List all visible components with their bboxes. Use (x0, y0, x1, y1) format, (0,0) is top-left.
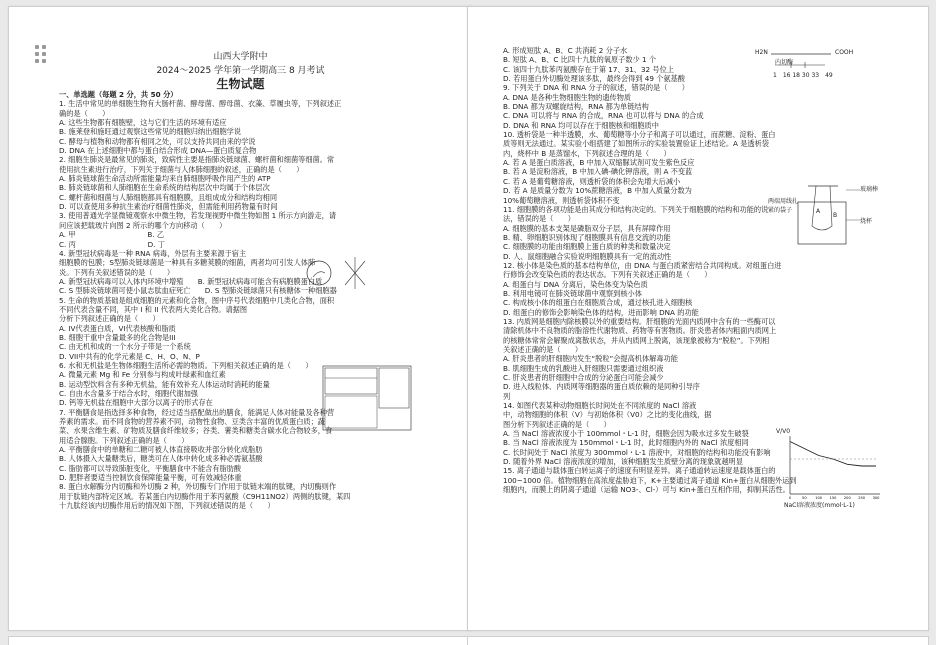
question-line: 细胞内，而膜上的阴离子通道（运输 NO3-、Cl-）可与 Kin+蛋白互相作用，抑制其活性。 (503, 485, 790, 495)
nacl-xtick-label: 200 (843, 496, 851, 500)
question-line: 养素的需求。而不同食物的营养素不同，动物性食物、豆类含丰富的优质蛋白质；蔬 (59, 417, 325, 427)
question-line: A. DNA 是各种生物细胞生物的遗传物质 (503, 92, 632, 102)
question-line: B. 当 NaCl 溶液浓度为 150mmol・L-1 时，此时细胞内外的 NaCl 浓度相同 (503, 438, 749, 448)
question-line: 十九肽经该内切酶作用后的情况如下图，下列叙述错误的是（ ） (59, 501, 275, 511)
question-line: A. 平衡膳食中的单糖和二糖可被人体直接吸收并部分转化成脂肪 (59, 445, 263, 455)
question-line: B. 若 A 是淀粉溶液，B 中加入碘-碘化钾溶液，则 A 不变蓝 (503, 167, 693, 177)
question-line: 5. 生命的物质基础是组成细胞的元素和化合物，图中序号代表细胞中几类化合物，面积 (59, 295, 335, 305)
question-line: 使用抗生素进行治疗，下列关于细菌与人体肺细胞的叙述，正确的是（ ） (59, 164, 304, 174)
nacl-xtick-label: 50 (802, 496, 807, 500)
question-line: 6. 水和无机盐是生物体细胞生活所必需的物质。下列相关叙述正确的是（ ） (59, 360, 313, 370)
nacl-xtick-label: 0 (788, 496, 792, 500)
question-line: 列 (503, 391, 511, 401)
question-line: 细胞膜的包膜；S型肺炎链球菌是一种具有多糖荚膜的细菌，两者均可引发人体肺 (59, 258, 316, 268)
nacl-xtick-label: 250 (858, 496, 866, 500)
question-line: B. 利用电镜可在肺炎链球菌中观察到核小体 (503, 288, 642, 298)
question-line: 确的是（ ） (59, 108, 110, 118)
question-line: 法，错误的是（ ） (503, 214, 575, 224)
question-line: 菜、水果含维生素、矿物质及膳食纤维较多；谷类、薯类和糖类含碳水化合物较多，食 (59, 426, 333, 436)
question-line: 13. 内质网是细胞内除核膜以外的重要结构。肝细胞的光面内质网中含有的一些酶可以 (503, 316, 776, 326)
question-line: C. DNA 可以将与 RNA 的合成，RNA 也可以将与 DNA 的合成 (503, 111, 704, 121)
question-line: B. 精、卵细胞识别体现了细胞膜具有信息交流的功能 (503, 232, 671, 242)
dialysis-label-beaker: 烧杯 (860, 218, 873, 225)
nacl-ylabel: V/V0 (776, 428, 791, 435)
question-line: D. 若 A 是质量分数为 10%蔗糖溶液，B 中加入质量分数为 (503, 186, 692, 196)
question-line: A. 新型冠状病毒可以入体内环境中增殖 B. 新型冠状病毒可能含有病胞膜蛋白质 (59, 276, 323, 286)
question-line: C. 酵母与植物和动物都有相同之处，可以支持共同由来的学说 (59, 136, 256, 146)
question-line: 用于肽链内部特定区域。若某蛋白内切酶作用于苯丙氨酸（C9H11NO2）两侧的肽键，某四 (59, 491, 351, 501)
question-line: D. VII中共有的化学元素是 C、H、O、N、P (59, 351, 200, 361)
dialysis-label-bag: 两端用线扎紧的袋子 (768, 198, 799, 214)
question-line: 11. 细胞膜的各项功能是由其成分和结构决定的。下列关于细胞膜的结构和功能的说 (503, 204, 769, 214)
question-line: D. DNA 和 RNA 均可以存在于细胞核和细胞质中 (503, 120, 659, 130)
question-line: 用适合腺胞。下列叙述正确的是（ ） (59, 435, 189, 445)
question-line: D. 随着外界 NaCl 溶液浓度的增加，该种细胞发生质壁分离的现象就越明显 (503, 457, 743, 467)
peptide-c-terminus: COOH (835, 49, 854, 56)
question-line: 15. 离子通道与载体蛋白转运离子的速度有明显差异。离子通道转运速度是载体蛋白的 (503, 466, 776, 476)
question-line: 的核糖体常常会解聚成离散状态，并从内质网上脱离，该现象被称为“脱粒”。下列相 (503, 335, 770, 345)
question-line: C. 由无机和成的一个水分子带是一个系统 (59, 342, 191, 352)
question-line: 图分析下列叙述正确的是（ ） (503, 419, 611, 429)
question-line: 14. 如图代表某种动物细胞长时间处在不同浓度的 NaCl 溶液 (503, 401, 697, 411)
question-line: 3. 使用普通光学显微镜观察水中微生物，若发现视野中微生物如图 1 所示方向游走，请 (59, 211, 337, 221)
dialysis-label-a: A (816, 208, 821, 215)
question-line: D. 进入线粒体、内质网等细胞器的蛋白质依赖的是同种引导序 (503, 382, 700, 392)
next-page-right-edge (467, 636, 929, 645)
question-line: C. 自由水含量多于结合水时，细胞代谢加强 (59, 389, 198, 398)
question-line: 行修饰会改变染色质的表达状态。下列有关叙述正确的是（ ） (503, 270, 712, 280)
next-page-left-edge (8, 636, 473, 645)
question-line: 10%葡萄糖溶液，则透析袋体积不变 (503, 195, 620, 205)
question-line: A. 当 NaCl 溶液浓度小于 100mmol・L-1 时，细胞会因为吸水过多发生破裂 (503, 429, 749, 439)
dialysis-label-b: B (833, 212, 838, 219)
right-page-questions (503, 46, 923, 495)
question-line: B. 运动型饮料含有多种无机盐，能有效补充人体运动时消耗的能量 (59, 379, 270, 389)
question-line: 清除机体中不良物质的脂溶性代谢物质、药物等有害物质。肝炎患者体内粗面内质网上 (503, 326, 777, 336)
question-line: A. 肺炎链球菌生命活动所需能量均来自肺细胞呼吸作用产生的 ATP (59, 174, 271, 184)
question-line: D. 若用蛋白外切酶处理该多肽，最终会得到 49 个氨基酸 (503, 74, 685, 84)
question-line: 分析下列叙述正确的是（ ） (59, 314, 160, 324)
peptide-n-terminus: H2N (755, 49, 768, 56)
question-line: A. 甲 B. 乙 (59, 230, 165, 240)
question-line: D. 钙等无机盐在细胞中大部分以离子的形式存在 (59, 398, 213, 408)
question-line: 7. 平衡膳食是指选择多种食物，经过适当搭配做出的膳食，能满足人体对能量及各种营 (59, 407, 335, 417)
peptide-positions: 1 16 18 30 33 49 (773, 72, 833, 79)
section-heading: 一、单选题（每题 2 分，共 50 分） (59, 90, 178, 99)
exam-page-1 (8, 6, 473, 631)
question-line: D. 人、鼠细胞融合实验说明细胞膜具有一定的流动性 (503, 251, 672, 261)
question-line: A. 细胞膜的基本支架是磷脂双分子层，具有屏障作用 (503, 223, 671, 233)
question-line: C. 细胞膜的功能由细胞膜上蛋白质的种类和数量决定 (503, 242, 671, 252)
question-line: 炎。下列有关叙述错误的是（ ） (59, 267, 175, 277)
question-line: 1. 生活中常见的单细胞生物有大肠杆菌、酵母菌、醇母菌、衣藻、草履虫等，下列叙述正 (59, 99, 342, 109)
question-line: D. 组蛋白的修饰会影响染色体的结构，进而影响 DNA 的功能 (503, 307, 699, 317)
question-line: 不同代表含量不同，其中 I 和 II 代表两大类化合物。请据图 (59, 304, 248, 314)
question-line: C. 脂肪都可以导致肺脏变化，平衡膳食中不能含有脂肪酸 (59, 463, 242, 473)
question-line: A. 形成短肽 A、B、C 共消耗 2 分子水 (503, 46, 628, 55)
exam-page-2 (467, 6, 929, 631)
question-line: B. 施莱登和施旺通过观察这些常见的细胞归纳出细胞学说 (59, 127, 242, 137)
question-line: 2. 细胞生肺炎是最常见的肺炎，致病性主要是指肺炎链球菌、螺杆菌和细菌等细菌。常 (59, 155, 335, 165)
exam-title: 2024～2025 学年第一学期高三 8 月考试 (156, 66, 325, 76)
question-line: A. 这些生物都有细胞壁，这与它们生活的环境有适应 (59, 118, 227, 128)
question-line: A. IV代表蛋白质，VI代表核酸和脂质 (59, 323, 176, 333)
question-line: 质等则无法通过。某实验小组搭建了如图所示的实验装置验证上述结论。A 是透析袋 (503, 139, 769, 149)
question-line: A. 组蛋白与 DNA 分离后，染色体变为染色质 (503, 279, 648, 289)
question-line: B. 细胞干重中含量最多的化合物是III (59, 332, 176, 342)
question-line: B. 肌细胞生成的乳酸进入肝细胞只需要通过组织液 (503, 363, 664, 373)
question-line: D. DNA 在上述细胞中都与蛋白结合形成 DNA—蛋白质复合物 (59, 146, 257, 156)
peptide-enzyme-label: 内切酶 (775, 59, 794, 66)
question-line: B. DNA 都为双螺旋结构，RNA 都为单链结构 (503, 102, 649, 112)
nacl-xtick-label: 300 (872, 496, 880, 500)
question-line: 9. 下列关于 DNA 和 RNA 分子的叙述，错误的是（ ） (503, 83, 689, 93)
question-line: B. 肺炎链球菌和人肺细胞在生命系统的结构层次中均属于个体层次 (59, 183, 270, 193)
nacl-xtick-label: 150 (829, 496, 837, 500)
nacl-xlabel: NaCl溶液浓度(mmol·L-1) (784, 502, 855, 509)
question-line: A. 肝炎患者的肝细胞内发生“脱粒”会提高机体解毒功能 (503, 354, 678, 364)
question-line: C. 肝炎患者的肝细胞中合成的分泌蛋白可能会减少 (503, 373, 664, 383)
question-line: 4. 新型冠状病毒是一种 RNA 病毒，外层有主要来源于宿主 (59, 248, 247, 258)
question-line: C. 构成核小体的组蛋白在细胞质合成，通过核孔进入细胞核 (503, 298, 693, 308)
question-line: C. 该四十九肽苯丙氨酸存在于第 17、31、32 号位上 (503, 64, 674, 74)
question-line: 100~1000 倍。植物细胞在高浓度盐胁迫下，K+主要通过离子通道 Kin+蛋白从细胞外运到 (503, 475, 797, 485)
dialysis-label-glass-rod: 玻璃棒 (860, 186, 879, 193)
question-line: C. 若 A 是葡萄糖溶液，则透析袋的体积会先增大后减小 (503, 176, 681, 186)
question-line: C. 长时间处于 NaCl 浓度为 300mmol・L-1 溶液中，对细胞的结构和功能没有影响 (503, 447, 771, 457)
question-line: 问应该把载玻片向图 2 所示的哪个方向移动（ ） (59, 220, 227, 230)
question-line: C. 丙 D. 丁 (59, 239, 165, 249)
question-line: D. 肥胖者要适当控制饮食保障能量平衡，可有效减轻体重 (59, 473, 242, 483)
question-line: A. 若 A 是蛋白质溶液，B 中加入双缩脲试剂可发生紫色反应 (503, 158, 695, 168)
question-line: 内，烧杯中 B 是蒸馏水，下列叙述合理的是（ ） (503, 148, 671, 158)
question-line: 8. 蛋白水解酶分内切酶和外切酶 2 种，外切酶专门作用于肽链末端的肽键，内切酶则作 (59, 482, 337, 492)
question-line: 12. 核小体是染色质的基本结构单位，由 DNA 与蛋白质紧密结合共同构成。对组蛋白进 (503, 260, 782, 270)
subject-title: 生物试题 (216, 77, 265, 91)
question-line: B. 短肽 A、B、C 比四十九肽的氧原子数少 1 个 (503, 55, 657, 65)
nacl-xtick-label: 100 (815, 496, 823, 500)
question-line: 中，动物细胞的体积（V）与初始体积（V0）之比的变化曲线，据 (503, 410, 712, 420)
question-line: C. 螺杆菌和细菌与人肺细胞都具有细胞膜，且组成成分和结构均相同 (59, 192, 278, 202)
question-line: B. 人体摄入大量糖类后，糖类可在人体中转化成多种必需氨基酸 (59, 454, 263, 464)
question-line: 关叙述正确的是（ ） (503, 345, 583, 354)
question-line: 10. 透析袋是一种半透膜，水、葡萄糖等小分子和离子可以通过，而蔗糖、淀粉、蛋白 (503, 130, 776, 140)
left-page-questions (59, 90, 454, 510)
question-line: A. 微量元素 Mg 和 Fe 分别参与构成叶绿素和血红素 (59, 370, 226, 380)
question-line: D. 可以查使用多种抗生素治疗细菌性肺炎，但需能利用药物量有时间 (59, 202, 278, 212)
question-line: C. S 型肺炎链球菌可使小鼠志肽血症死亡 D. S 型肺炎链球菌只有核糖体一种细胞器 (59, 286, 337, 296)
school-name: 山西大学附中 (213, 52, 268, 62)
